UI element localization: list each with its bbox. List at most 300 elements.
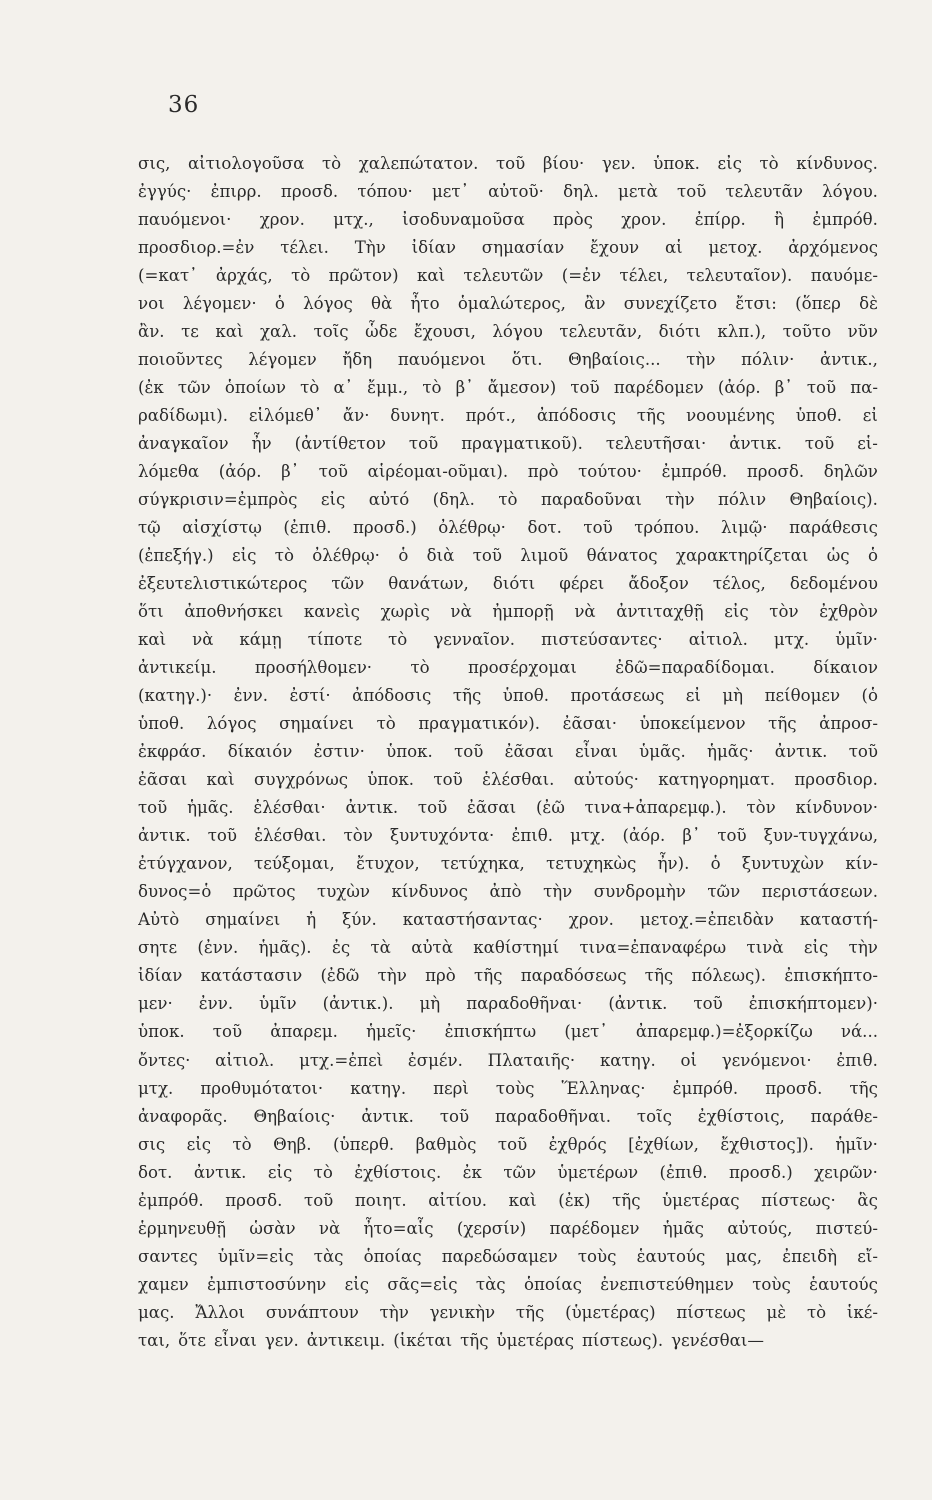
word: εἰς: [320, 490, 346, 510]
word: ἐπισκήπτομεν)·: [748, 994, 878, 1014]
text-line: [138, 374, 878, 402]
word: ἑλέσθαι.: [254, 826, 327, 846]
word: τῆς: [768, 714, 797, 734]
text-line: [138, 878, 878, 906]
word: τῆς: [849, 1078, 878, 1098]
word: ἐπίρρ.: [694, 210, 746, 230]
word: τετύχηκα,: [440, 854, 525, 874]
word: μτχ.,: [333, 210, 374, 230]
word: ἐμπρόθ.: [812, 210, 878, 230]
word: ἐμπρόθ.: [138, 1190, 204, 1210]
word: (ἀόρ.: [218, 462, 262, 482]
word: κατηγορηματ.: [658, 770, 776, 790]
word: ὁ: [398, 546, 409, 566]
word: τελευτῆσαι·: [605, 434, 707, 454]
word: προθυμότατοι·: [200, 1078, 324, 1098]
word: προσδιορ.=ἐν: [138, 238, 255, 258]
word: ἐᾶσαι: [504, 742, 554, 762]
word: ἦν: [251, 434, 272, 454]
word: αἰτιολ.: [688, 630, 748, 650]
word: (ἐπεξήγ.): [138, 546, 214, 566]
word: (ὑμετέρας): [565, 1302, 656, 1322]
word: ἰσοδυναμοῦσα: [402, 210, 525, 230]
word: ἔτσι:: [735, 294, 777, 314]
word: τοῦ: [496, 154, 526, 173]
word: ὅτι: [138, 602, 164, 622]
word: πίστεως).: [582, 1330, 664, 1350]
text-line: [138, 990, 878, 1018]
text-line: [138, 822, 878, 850]
word: χρον.: [568, 910, 614, 930]
word: ὑποκ.: [138, 1022, 185, 1042]
word: τοῦ: [848, 742, 878, 762]
word: πρὸς: [552, 210, 593, 230]
word: χωρὶς: [380, 602, 430, 622]
word: ἐστί·: [289, 686, 331, 706]
word: μας.: [138, 1302, 175, 1322]
word: πόλιν·: [741, 350, 795, 370]
word: (χερσίν): [456, 1218, 527, 1238]
word: τῆς: [636, 406, 666, 426]
word: ἀντικ.,: [819, 350, 878, 370]
word: [ἐχθίων,: [628, 1134, 699, 1154]
word: καὶ: [206, 770, 235, 790]
word: ἀναφορᾶς.: [138, 1106, 228, 1126]
text-line: [138, 766, 878, 794]
word: τοῦ: [497, 1134, 528, 1154]
word: ὀλέθρῳ·: [438, 518, 506, 538]
word: τελευτᾶν,: [559, 322, 643, 342]
word: ἀπροσ-: [819, 714, 878, 734]
page-number: 36: [168, 92, 200, 118]
word: (ἐπιθ.: [283, 518, 332, 538]
word: ἐδῶ=παραδίδομαι.: [615, 658, 775, 678]
word: ὧδε: [365, 322, 398, 342]
word: παρεδώσαμεν: [441, 1246, 558, 1266]
word: μτχ.: [138, 1078, 174, 1098]
word: ραδίδωμι).: [138, 406, 229, 426]
word: πρὸ: [425, 966, 456, 986]
word: κατηγ.: [599, 1050, 656, 1070]
word: ἀντικ.: [774, 742, 828, 762]
word: χαμεν: [138, 1274, 189, 1294]
word: ὑμετέρας: [662, 1190, 740, 1210]
word: ὑποκ.: [386, 742, 433, 762]
word: ἐγγύς·: [138, 182, 192, 202]
word: ἑαυτούς: [636, 1246, 706, 1266]
word: ὑμετέρων: [557, 1162, 639, 1182]
word: ἑρμηνευθῇ: [138, 1218, 227, 1238]
word: ἐχθίστοις.: [354, 1162, 442, 1182]
word: ὑποθ.: [502, 686, 549, 706]
word: ἤδη: [342, 350, 373, 370]
word: ξυντυχὼν: [741, 854, 825, 874]
word: νὰ: [318, 1218, 341, 1238]
word: ἀπόδοσις: [352, 686, 432, 706]
text-line: [138, 1327, 878, 1355]
text-line: [138, 1299, 878, 1327]
word: τῆς: [515, 1302, 545, 1322]
word: ἐᾶσαι: [466, 798, 517, 818]
word: τοῦ: [439, 1106, 470, 1126]
word: σημαίνει: [205, 910, 281, 930]
word: παράθεσις: [789, 518, 878, 538]
word: νοουμένης: [686, 406, 775, 426]
word: καθίστημί: [473, 938, 560, 958]
word: ποιοῦντες: [138, 350, 223, 370]
word: τοῖς: [313, 322, 349, 342]
word: μετὰ: [618, 182, 658, 202]
word: τινα+ἀπαρεμφ.).: [584, 798, 727, 818]
word: ὑποθ.: [138, 714, 185, 734]
word: (=ἐν: [561, 266, 602, 286]
word: βίου·: [542, 154, 585, 173]
word: ἡμᾶς·: [707, 742, 754, 762]
word: δυνητ.: [390, 406, 445, 426]
word: ἀντιταχθῇ: [616, 602, 704, 622]
word: κάμῃ: [239, 630, 282, 650]
word: νὰ: [192, 630, 214, 650]
word: τοῦ: [677, 182, 707, 202]
word: σαντες: [138, 1246, 198, 1266]
word: ἐπιρρ.: [210, 182, 262, 202]
word: αἰσχίστῳ: [182, 518, 262, 538]
word: β᾽: [281, 462, 300, 482]
word: χαλ.: [260, 322, 298, 342]
word: ἐξευτελιστικώτερος: [138, 574, 308, 594]
word: πόλιν: [718, 490, 767, 510]
word: (ὅπερ: [795, 294, 841, 314]
word: (=κατ᾽: [138, 266, 198, 286]
word: ἡμᾶς.: [187, 798, 234, 818]
text-line: [138, 1215, 878, 1243]
word: εἶναι: [213, 1330, 257, 1350]
word: παραδοθῆναι·: [466, 994, 583, 1014]
word: παυόμενοι·: [138, 210, 232, 230]
word: εἰς: [717, 154, 742, 173]
word: τῶν: [331, 574, 365, 594]
word: πόλεως).: [691, 966, 767, 986]
word: τοῦ: [454, 742, 484, 762]
word: αὐτούς·: [573, 770, 639, 790]
text-line: [138, 962, 878, 990]
text-line: [138, 710, 878, 738]
word: (ὁ: [861, 686, 878, 706]
word: ἐᾶσαι: [138, 770, 188, 790]
word: (ἐδῶ: [320, 966, 360, 986]
word: πραγματικόν).: [418, 714, 541, 734]
word: ἐτύγχανον,: [138, 854, 233, 874]
word: τῆς: [644, 966, 674, 986]
word: θάνατος: [586, 546, 658, 566]
word: ὀλέθρῳ·: [312, 546, 380, 566]
word: τοῦ: [433, 770, 463, 790]
word: ἀντικ.: [361, 1106, 414, 1126]
word: τὸν: [746, 798, 776, 818]
word: χρον.: [621, 210, 667, 230]
word: τοῦ: [318, 462, 348, 482]
text-line: [138, 430, 878, 458]
word: τυχὼν: [317, 882, 370, 902]
word: συνδρομὴν: [593, 882, 686, 902]
word: Ἄλλοι: [195, 1302, 246, 1322]
word: προσδ.: [746, 462, 805, 482]
word: προσδ.): [353, 518, 417, 538]
word: ἔτυχον,: [356, 854, 420, 874]
word: τοῖς: [636, 1106, 672, 1126]
word: ἀπαρεμφ.)=ἐξορκίζω: [635, 1022, 813, 1042]
word: ἑαυτούς: [809, 1274, 878, 1294]
word: τοὺς: [495, 1078, 535, 1098]
word: ἄν·: [342, 406, 370, 426]
word: ἄδοξον: [628, 574, 689, 594]
word: ἂν: [584, 294, 606, 314]
word: εἰς: [344, 1274, 370, 1294]
word: τὸ: [422, 378, 442, 398]
word: τὸ: [313, 1162, 333, 1182]
text-line: [138, 318, 878, 346]
word: τῶν: [503, 1162, 537, 1182]
word: ὁ: [274, 294, 285, 314]
word: πιστεύσαντες·: [541, 630, 663, 650]
word: τέλει,: [619, 266, 669, 286]
word: μας,: [725, 1246, 763, 1266]
word: τῆς: [612, 1190, 641, 1210]
word: αὐτὰ: [411, 938, 453, 958]
word: ἡμᾶς).: [258, 938, 312, 958]
word: χειρῶν·: [814, 1162, 878, 1182]
text-line: [138, 570, 878, 598]
word: ὄντες·: [138, 1050, 191, 1070]
word: Θηβαίοις).: [789, 490, 878, 510]
word: μεν·: [138, 994, 173, 1014]
word: προσέρχομαι: [467, 658, 577, 678]
word: ὑποκ.: [653, 154, 700, 173]
word: ἐπιθ.: [836, 1050, 878, 1070]
word: ἀντικείμ.: [138, 658, 217, 678]
word: ἀπαρεμ.: [270, 1022, 338, 1042]
word: καὶ: [508, 1190, 537, 1210]
word: δὲ: [859, 294, 878, 314]
word: κίν-: [845, 854, 878, 874]
word: εἱλόμεθ᾽: [248, 406, 323, 426]
word: παυόμενοι: [397, 350, 486, 370]
word: ἄμεσον): [487, 378, 557, 398]
word: εἰς: [803, 938, 829, 958]
word: πίστεως: [676, 1302, 746, 1322]
word: ὁποίων: [224, 378, 286, 398]
text-line: [138, 178, 878, 206]
word: ὑποκ.: [367, 770, 415, 790]
word: σις,: [138, 154, 171, 173]
word: μτχ.=ἐπεὶ: [299, 1050, 384, 1070]
word: τὴν: [686, 350, 716, 370]
word: λέγομεν·: [182, 294, 257, 314]
word: τοῦ: [138, 798, 168, 818]
word: β᾽: [774, 378, 793, 398]
text-line: [138, 1271, 878, 1299]
word: ἔχουσι,: [413, 322, 476, 342]
word: νά...: [840, 1022, 878, 1042]
word: δηλῶν: [823, 462, 878, 482]
word: παραδοθῆναι.: [494, 1106, 612, 1126]
word: (ἀντικ.: [608, 994, 668, 1014]
word: τελευτῶν: [463, 266, 544, 286]
word: μὴ: [722, 686, 744, 706]
word: ἦτο=αἷς: [363, 1218, 434, 1238]
word: πρὸ: [527, 462, 559, 482]
word: τὸ: [806, 1302, 827, 1322]
word: λόγου.: [822, 182, 878, 202]
word: ἐχθίστοις,: [697, 1106, 785, 1126]
word: ἔμμ.,: [367, 378, 409, 398]
word: κατάστασιν: [200, 966, 303, 986]
word: ἐπισκήπτο-: [784, 966, 878, 986]
word: εἰς: [232, 546, 257, 566]
word: ἀποθνήσκει: [184, 602, 284, 622]
word: τῷ: [138, 518, 161, 538]
word: δοτ.: [527, 518, 562, 538]
text-line: [138, 486, 878, 514]
word: τούτου·: [578, 462, 642, 482]
word: Θηβαίοις...: [568, 350, 661, 370]
word: πα-: [850, 378, 878, 398]
word: τὸ: [759, 154, 779, 173]
word: σις: [138, 1134, 166, 1154]
word: μτχ.: [773, 630, 810, 650]
word: ὁ: [710, 854, 721, 874]
word: κανεὶς: [303, 602, 360, 622]
word: β᾽: [455, 378, 474, 398]
word: ἐμπιστοσύνην: [207, 1274, 327, 1294]
word: ἐνεπιστεύθημεν: [600, 1274, 734, 1294]
word: προτάσεως: [570, 686, 665, 706]
word: α᾽: [333, 378, 353, 398]
word: τοῦ: [717, 826, 747, 846]
word: παραδόσεως: [520, 966, 627, 986]
word: δίκαιον: [813, 658, 878, 678]
text-line: [138, 262, 878, 290]
word: ὁποίας: [363, 1246, 422, 1266]
word: τὸν: [769, 602, 799, 622]
word: ἀναγκαῖον: [138, 434, 229, 454]
word: (ἐνν.: [197, 938, 239, 958]
word: προσήλθομεν·: [254, 658, 373, 678]
word: ἐπισκήπτω: [444, 1022, 537, 1042]
word: ὑμετέρας: [496, 1330, 575, 1350]
text-line: [138, 234, 878, 262]
text-line: [138, 150, 878, 178]
word: συνεχίζετο: [623, 294, 718, 314]
word: τοῦτο: [782, 322, 832, 342]
word: σημαίνει: [279, 714, 355, 734]
word: τοῦ: [583, 518, 613, 538]
word: παρέδομεν: [613, 378, 704, 398]
word: τοῦ: [207, 826, 238, 846]
text-line: [138, 1159, 878, 1187]
word: τοὺς: [577, 1246, 617, 1266]
word: (ἀντίθετον: [294, 434, 386, 454]
word: τοῦ: [472, 546, 502, 566]
word: ἐᾶσαι·: [562, 714, 618, 734]
word: β᾽: [682, 826, 701, 846]
text-line: [138, 514, 878, 542]
word: Θηβ.: [273, 1134, 312, 1154]
word: τοῦ: [570, 378, 600, 398]
word: ἑλέσθαι·: [253, 798, 326, 818]
text-line: [138, 1243, 878, 1271]
word: κίνδυνον·: [795, 798, 878, 818]
text-line: [138, 794, 878, 822]
word: νῦν: [847, 322, 878, 342]
word: (ἱκέται: [393, 1330, 453, 1350]
word: τὸ: [274, 546, 294, 566]
word: συγχρόνως: [254, 770, 349, 790]
word: ὑμῖν: [259, 994, 297, 1014]
word: τοῦ: [693, 994, 723, 1014]
word: ἡμᾶς: [662, 1218, 704, 1238]
word: μὲ: [766, 1302, 787, 1322]
word: οἱ: [680, 1050, 698, 1070]
word: αἰτιολ.: [215, 1050, 275, 1070]
word: τὸ: [232, 1134, 252, 1154]
word: τῆς: [460, 1330, 489, 1350]
word: τίποτε: [307, 630, 363, 650]
word: ἑλέσθαι.: [482, 770, 555, 790]
text-line: [138, 906, 878, 934]
word: τελευταῖον).: [686, 266, 793, 286]
word: ἀπόδοσις: [536, 406, 617, 426]
text-line: [138, 1075, 878, 1103]
word: τὴν: [379, 1302, 409, 1322]
word: ἠμπορῇ: [492, 602, 554, 622]
word: θανάτων,: [388, 574, 469, 594]
text-line: [138, 1018, 878, 1046]
word: διὰ: [426, 546, 455, 566]
word: τὰ: [370, 938, 391, 958]
word: τὰς: [475, 1274, 506, 1294]
word: χαλεπώτατον.: [358, 154, 479, 173]
text-line: [138, 402, 878, 430]
word: τελευτᾶν: [725, 182, 803, 202]
word: τε: [181, 322, 199, 342]
word: ἐμπρόθ.: [672, 1078, 739, 1098]
word: λιμῷ·: [720, 518, 768, 538]
word: αἰτιολογοῦσα: [187, 154, 305, 173]
text-line: [138, 850, 878, 878]
word: εἱ-: [857, 434, 878, 454]
word: μτχ.: [570, 826, 606, 846]
word: ἀντικ.: [345, 798, 399, 818]
word: πρότ.,: [465, 406, 517, 426]
word: τεύξομαι,: [254, 854, 335, 874]
word: ἦν).: [657, 854, 690, 874]
word: τὸ: [410, 658, 430, 678]
word: αἱ: [664, 238, 683, 258]
text-line: [138, 598, 878, 626]
word: τὸν: [343, 826, 373, 846]
word: ται,: [138, 1330, 171, 1350]
word: νοι: [138, 294, 165, 314]
word: τῶν: [177, 378, 211, 398]
word: διότι: [658, 322, 701, 342]
word: ἐς: [331, 938, 351, 958]
word: αἱρέομαι-οῦμαι).: [367, 462, 509, 482]
word: ἀντικειμ.: [306, 1330, 386, 1350]
word: μὴ: [419, 994, 441, 1014]
word: φέρει: [559, 574, 605, 594]
word: σητε: [138, 938, 178, 958]
